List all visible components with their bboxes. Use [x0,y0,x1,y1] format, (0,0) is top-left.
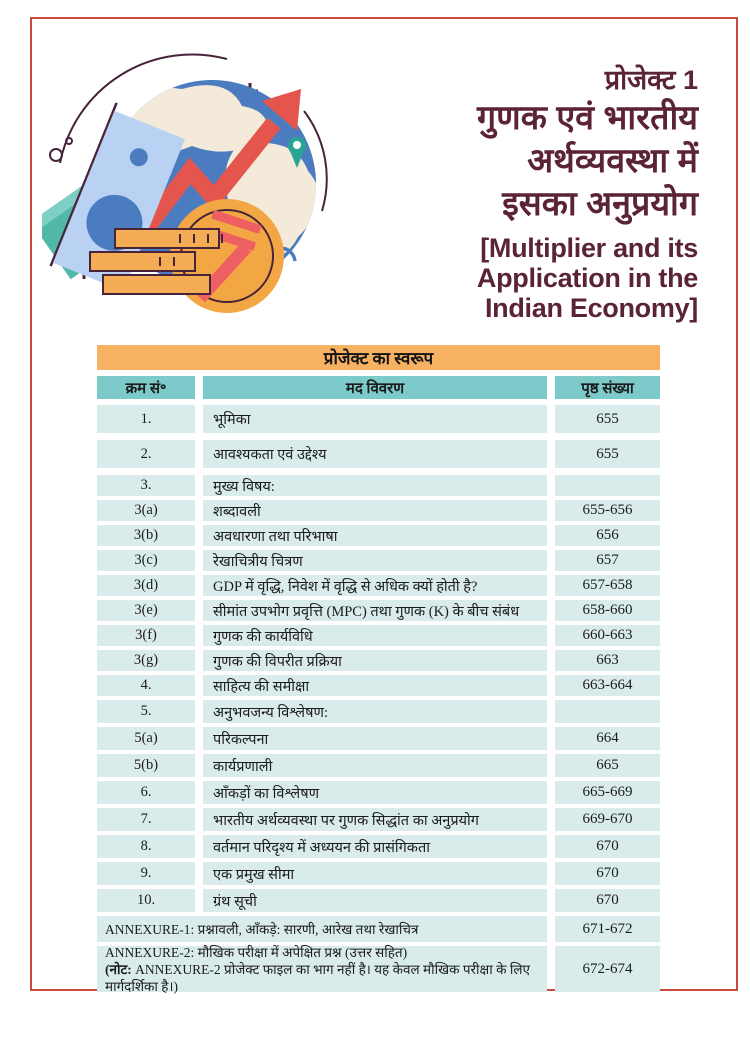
row-serial: 3. [97,475,195,496]
row-serial: 6. [97,781,195,804]
row-item: भूमिका [203,405,547,433]
row-item: अनुभवजन्य विश्लेषण: [203,700,547,723]
annexure-line: ANNEXURE-1: प्रश्नावली, आँकड़े: सारणी, आरेख तथा रेखाचित्र [105,921,419,937]
row-item: वर्तमान परिदृश्य में अध्ययन की प्रासंगिकता [203,835,547,858]
annexure-note-label: (नोट: [105,961,132,977]
row-serial: 10. [97,889,195,912]
table-row [97,862,660,885]
column-header-item: मद विवरण [203,376,547,399]
row-serial: 3(d) [97,575,195,596]
project-number-label: प्रोजेक्ट 1 [604,65,698,95]
chapter-title-english [258,233,698,323]
row-item: आवश्यकता एवं उद्देश्य [203,440,547,468]
table-row [97,600,660,621]
annexure-text [97,916,547,942]
row-item: GDP में वृद्धि, निवेश में वृद्धि से अधिक क्यों होती है? [203,575,547,596]
table-title-bar: प्रोजेक्ट का स्वरूप [97,345,660,370]
table-row [97,475,660,496]
title-english-line: Indian Economy] [484,293,698,323]
row-pages [555,475,660,496]
row-item: सीमांत उपभोग प्रवृत्ति (MPC) तथा गुणक (K) के बीच संबंध [203,600,547,621]
row-pages: 670 [555,862,660,885]
row-pages: 657 [555,550,660,571]
row-pages: 670 [555,889,660,912]
table-row [97,808,660,831]
row-item: साहित्य की समीक्षा [203,675,547,696]
row-serial: 8. [97,835,195,858]
row-pages: 655 [555,405,660,433]
row-pages: 663 [555,650,660,671]
row-pages [555,700,660,723]
row-serial: 5(b) [97,754,195,777]
row-item: आँकड़ों का विश्लेषण [203,781,547,804]
table-row [97,550,660,571]
row-item: भारतीय अर्थव्यवस्था पर गुणक सिद्धांत का अनुप्रयोग [203,808,547,831]
table-row [97,754,660,777]
row-item: ग्रंथ सूची [203,889,547,912]
row-pages: 669-670 [555,808,660,831]
column-header-serial: क्रम सं॰ [97,376,195,399]
row-serial: 2. [97,440,195,468]
row-item: मुख्य विषय: [203,475,547,496]
row-pages: 655-656 [555,500,660,521]
row-item: परिकल्पना [203,727,547,750]
row-serial: 3(c) [97,550,195,571]
table-row [97,727,660,750]
table-header-row [97,376,660,399]
title-english-line: Application in the [476,263,698,293]
row-serial: 1. [97,405,195,433]
annexure-note: (नोट: ANNEXURE-2 प्रोजेक्ट फाइल का भाग नहीं है। यह केवल मौखिक परीक्षा के लिए मार्गदर्शिका है।) [105,961,530,994]
row-serial: 5(a) [97,727,195,750]
row-serial: 3(a) [97,500,195,521]
row-pages: 671-672 [555,916,660,942]
row-pages: 660-663 [555,625,660,646]
row-pages: 655 [555,440,660,468]
row-serial: 3(b) [97,525,195,546]
row-serial: 3(f) [97,625,195,646]
project-contents-table [97,345,660,996]
row-pages: 656 [555,525,660,546]
row-pages: 657-658 [555,575,660,596]
row-pages: 665 [555,754,660,777]
row-serial: 7. [97,808,195,831]
row-item: अवधारणा तथा परिभाषा [203,525,547,546]
row-item: रेखाचित्रीय चित्रण [203,550,547,571]
chapter-title-hindi [258,97,698,226]
row-pages: 665-669 [555,781,660,804]
title-hindi-line: इसका अनुप्रयोग [502,185,698,223]
row-item: शब्दावली [203,500,547,521]
table-row [97,625,660,646]
row-serial: 3(g) [97,650,195,671]
column-header-pages: पृष्ठ संख्या [555,376,660,399]
table-row [97,700,660,723]
row-item: एक प्रमुख सीमा [203,862,547,885]
annexure-row [97,916,660,942]
row-serial: 3(e) [97,600,195,621]
annexure-row [97,946,660,992]
table-row [97,781,660,804]
row-item: कार्यप्रणाली [203,754,547,777]
table-row [97,525,660,546]
row-serial: 5. [97,700,195,723]
table-row [97,500,660,521]
table-row [97,405,660,433]
title-hindi-line: अर्थव्यवस्था में [527,142,698,180]
row-pages: 664 [555,727,660,750]
annexure-text [97,946,547,992]
row-item: गुणक की विपरीत प्रक्रिया [203,650,547,671]
table-row [97,675,660,696]
title-hindi-line: गुणक एवं भारतीय [477,99,698,137]
row-serial: 9. [97,862,195,885]
annexure-line: ANNEXURE-2: मौखिक परीक्षा में अपेक्षित प्रश्न (उत्तर सहित) [105,944,408,960]
toc-annexures [97,916,660,992]
table-row [97,650,660,671]
chapter-title-block [258,63,698,323]
row-pages: 672-674 [555,946,660,992]
row-item: गुणक की कार्यविधि [203,625,547,646]
toc-rows [97,405,660,912]
table-row [97,889,660,912]
row-serial: 4. [97,675,195,696]
title-english-line: [Multiplier and its [480,233,698,263]
table-row [97,440,660,468]
table-row [97,575,660,596]
row-pages: 658-660 [555,600,660,621]
row-pages: 663-664 [555,675,660,696]
table-row [97,835,660,858]
row-pages: 670 [555,835,660,858]
page-border-frame [30,17,738,994]
